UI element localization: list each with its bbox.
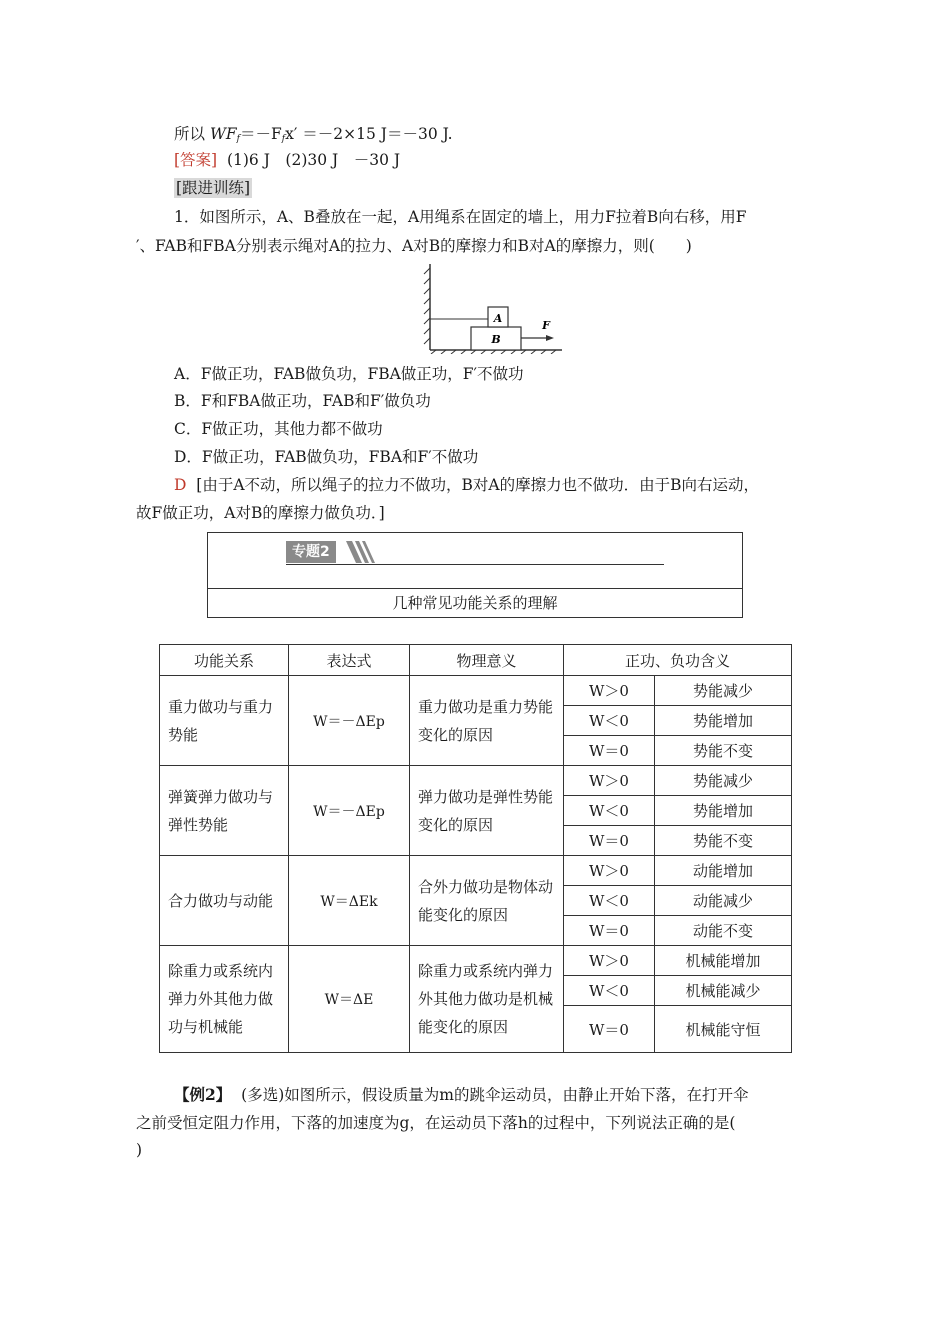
condition-cell: W＜0	[564, 796, 655, 826]
table-row	[160, 676, 792, 706]
header-relation: 功能关系	[160, 645, 289, 676]
example2-line3: )	[136, 1141, 143, 1159]
label-a: A	[493, 312, 503, 325]
topic-label: 专题2	[286, 541, 336, 563]
solution-letter: D	[174, 476, 187, 494]
header-meaning: 物理意义	[410, 645, 564, 676]
meaning-cell: 重力做功是重力势能变化的原因	[410, 676, 564, 766]
effect-cell: 势能增加	[655, 796, 792, 826]
question1-line1: 1．如图所示，A、B叠放在一起，A用绳系在固定的墙上，用力F拉着B向右移，用F	[174, 208, 747, 226]
effect-cell: 动能增加	[655, 856, 792, 886]
relation-cell: 弹簧弹力做功与弹性势能	[160, 766, 289, 856]
topic-label-stripes	[346, 541, 376, 563]
relation-cell: 重力做功与重力势能	[160, 676, 289, 766]
condition-cell: W＜0	[564, 976, 655, 1006]
label-b: B	[491, 333, 501, 346]
condition-cell: W＞0	[564, 856, 655, 886]
option-b: B．F和FBA做正功，FAB和F′做负功	[174, 392, 431, 410]
practice-tag: [跟进训练]	[176, 179, 251, 197]
work-equation-line: 所以 $WF_f=-F_fx' =-2\times 15$ J＝－30 J.	[174, 125, 453, 144]
effect-cell: 动能减少	[655, 886, 792, 916]
effect-cell: 势能减少	[655, 676, 792, 706]
condition-cell: W＞0	[564, 676, 655, 706]
meaning-cell: 除重力或系统内弹力外其他力做功是机械能变化的原因	[410, 946, 564, 1053]
effect-cell: 势能减少	[655, 766, 792, 796]
effect-cell: 势能增加	[655, 706, 792, 736]
solution-line2: 故F做正功，A对B的摩擦力做负功．]	[136, 504, 385, 522]
topic-box	[207, 532, 743, 618]
force-arrowhead	[546, 335, 554, 341]
effect-cell: 动能不变	[655, 916, 792, 946]
option-d: D．F做正功，FAB做负功，FBA和F′不做功	[174, 448, 479, 466]
example2-label: 【例2】	[174, 1085, 232, 1104]
option-c: C．F做正功，其他力都不做功	[174, 420, 383, 438]
condition-cell: W＝0	[564, 916, 655, 946]
solution-line1	[174, 472, 759, 498]
block-diagram	[422, 262, 564, 354]
effect-cell: 势能不变	[655, 736, 792, 766]
work-result: x′ ＝－2×15 J＝－30 J.	[285, 125, 453, 143]
header-sign-meaning: 正功、负功含义	[564, 645, 792, 676]
condition-cell: W＝0	[564, 736, 655, 766]
topic-rule	[286, 564, 664, 565]
effect-cell: 势能不变	[655, 826, 792, 856]
table-header-row	[160, 645, 792, 676]
work-prefix: 所以	[174, 125, 206, 143]
answer-line	[174, 147, 400, 173]
function-relation-table	[159, 644, 792, 1053]
table-row	[160, 856, 792, 886]
answer-text: (1)6 J (2)30 J －30 J	[226, 151, 401, 169]
expression-cell: W＝－ΔEp	[289, 766, 410, 856]
condition-cell: W＞0	[564, 946, 655, 976]
condition-cell: W＜0	[564, 886, 655, 916]
question1-line2: ′、FAB和FBA分别表示绳对A的拉力、A对B的摩擦力和B对A的摩擦力，则( )	[136, 237, 692, 255]
condition-cell: W＝0	[564, 826, 655, 856]
effect-cell: 机械能守恒	[655, 1006, 792, 1053]
table-row	[160, 946, 792, 976]
work-expression: ＝－F	[239, 125, 282, 143]
relation-cell: 合力做功与动能	[160, 856, 289, 946]
answer-label: [答案]	[174, 151, 218, 169]
solution-text1: [由于A不动，所以绳子的拉力不做功，B对A的摩擦力也不做功．由于B向右运动，	[196, 476, 760, 494]
expression-cell: W＝ΔE	[289, 946, 410, 1053]
effect-cell: 机械能增加	[655, 946, 792, 976]
header-expression: 表达式	[289, 645, 410, 676]
example2-line2: 之前受恒定阻力作用，下落的加速度为g，在运动员下落h的过程中，下列说法正确的是(	[136, 1114, 736, 1132]
relation-cell: 除重力或系统内弹力外其他力做功与机械能	[160, 946, 289, 1053]
meaning-cell: 合外力做功是物体动能变化的原因	[410, 856, 564, 946]
ground	[430, 350, 562, 354]
table-row	[160, 766, 792, 796]
meaning-cell: 弹力做功是弹性势能变化的原因	[410, 766, 564, 856]
example2-text1: (多选)如图所示，假设质量为m的跳伞运动员，由静止开始下落，在打开伞	[241, 1086, 749, 1104]
practice-tag-line	[174, 175, 252, 201]
option-a: A．F做正功，FAB做负功，FBA做正功，F′不做功	[174, 365, 524, 383]
condition-cell: W＜0	[564, 706, 655, 736]
example2-line1	[174, 1082, 748, 1108]
expression-cell: W＝－ΔEp	[289, 676, 410, 766]
topic-title: 几种常见功能关系的理解	[392, 594, 558, 612]
effect-cell: 机械能减少	[655, 976, 792, 1006]
condition-cell: W＝0	[564, 1006, 655, 1053]
condition-cell: W＞0	[564, 766, 655, 796]
wall	[424, 264, 430, 350]
label-f: F	[542, 319, 550, 332]
expression-cell: W＝ΔEk	[289, 856, 410, 946]
